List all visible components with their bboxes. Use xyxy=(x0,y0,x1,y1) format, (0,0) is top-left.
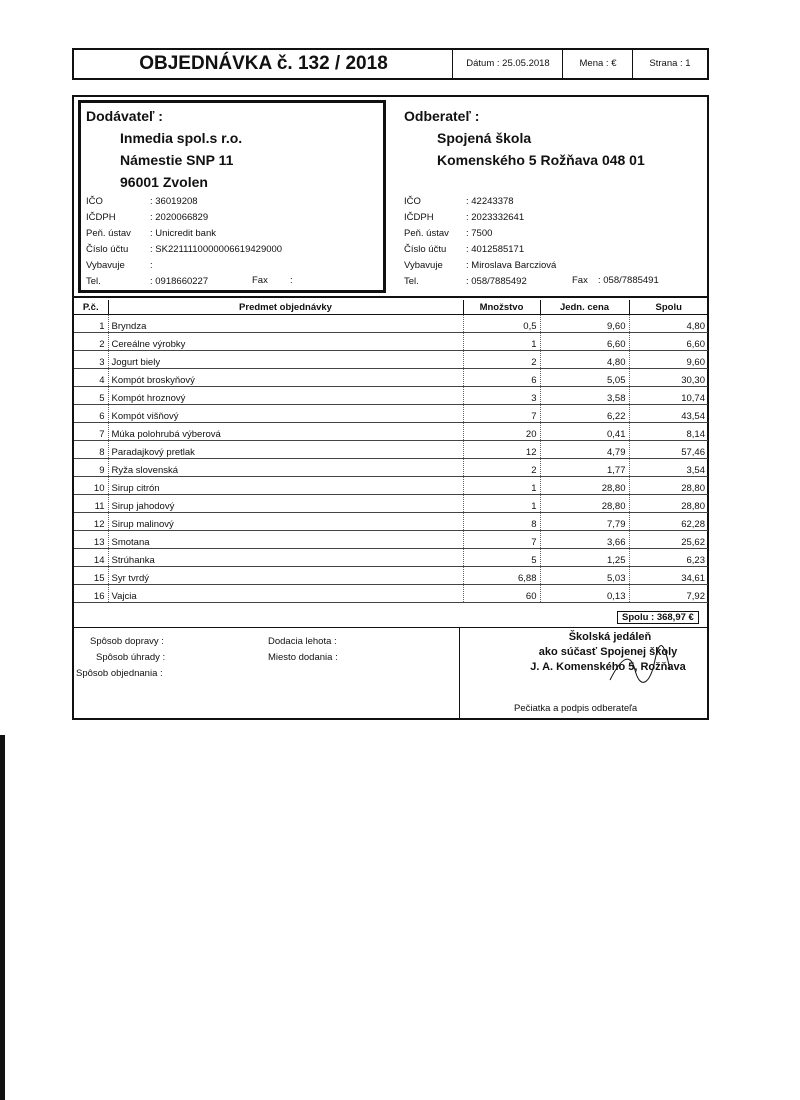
item-number: 6 xyxy=(74,405,108,423)
item-name: Cereálne výrobky xyxy=(108,333,463,351)
buyer-fax-label: Fax xyxy=(572,275,588,286)
item-number: 15 xyxy=(74,567,108,585)
buyer-field-label: Tel. xyxy=(404,276,419,287)
item-name: Sirup citrón xyxy=(108,477,463,495)
item-quantity: 7 xyxy=(463,531,540,549)
item-total: 28,80 xyxy=(629,477,708,495)
item-quantity: 1 xyxy=(463,495,540,513)
item-number: 16 xyxy=(74,585,108,603)
supplier-name: Inmedia spol.s r.o. xyxy=(120,130,243,146)
item-unit-price: 5,05 xyxy=(540,369,629,387)
buyer-field-label: Vybavuje xyxy=(404,260,443,271)
signature-scribble xyxy=(600,640,680,695)
buyer-field-value: : 058/7885492 xyxy=(466,276,527,287)
item-quantity: 8 xyxy=(463,513,540,531)
item-total: 10,74 xyxy=(629,387,708,405)
supplier-field-label: Tel. xyxy=(86,276,101,287)
item-total: 6,23 xyxy=(629,549,708,567)
supplier-field-label: IČDPH xyxy=(86,212,116,223)
item-total: 62,28 xyxy=(629,513,708,531)
delivery-place-label: Miesto dodania : xyxy=(268,652,338,663)
supplier-field-value: : 36019208 xyxy=(150,196,198,207)
buyer-field-value: : Miroslava Barcziová xyxy=(466,260,557,271)
item-unit-price: 7,79 xyxy=(540,513,629,531)
table-row xyxy=(74,531,708,549)
item-total: 25,62 xyxy=(629,531,708,549)
buyer-field-value: : 7500 xyxy=(466,228,493,239)
item-name: Bryndza xyxy=(108,315,463,333)
item-name: Strúhanka xyxy=(108,549,463,567)
column-header-number: P.č. xyxy=(74,300,108,315)
table-row xyxy=(74,315,708,333)
stamp-line-2: ako súčasť Spojenej školy xyxy=(538,646,678,658)
item-number: 13 xyxy=(74,531,108,549)
item-quantity: 2 xyxy=(463,351,540,369)
item-number: 1 xyxy=(74,315,108,333)
supplier-field-value: : xyxy=(150,260,153,271)
item-quantity: 1 xyxy=(463,333,540,351)
stamp-line-1: Školská jedáleň xyxy=(568,631,652,643)
item-number: 10 xyxy=(74,477,108,495)
supplier-heading: Dodávateľ : xyxy=(86,108,163,124)
transport-label: Spôsob dopravy : xyxy=(90,636,164,647)
item-number: 11 xyxy=(74,495,108,513)
buyer-fax-value: : 058/7885491 xyxy=(598,275,659,286)
item-total: 8,14 xyxy=(629,423,708,441)
supplier-fax-label: Fax xyxy=(252,275,268,286)
item-number: 7 xyxy=(74,423,108,441)
table-row xyxy=(74,333,708,351)
item-total: 28,80 xyxy=(629,495,708,513)
item-total: 6,60 xyxy=(629,333,708,351)
item-unit-price: 9,60 xyxy=(540,315,629,333)
item-quantity: 60 xyxy=(463,585,540,603)
buyer-field-label: Peň. ústav xyxy=(404,228,449,239)
table-row xyxy=(74,495,708,513)
item-quantity: 6,88 xyxy=(463,567,540,585)
item-number: 4 xyxy=(74,369,108,387)
buyer-field-value: : 2023332641 xyxy=(466,212,525,223)
item-unit-price: 0,13 xyxy=(540,585,629,603)
buyer-field-label: IČO xyxy=(404,196,421,207)
supplier-field-value: : 2020066829 xyxy=(150,212,209,223)
item-unit-price: 28,80 xyxy=(540,477,629,495)
item-unit-price: 4,79 xyxy=(540,441,629,459)
scan-edge xyxy=(0,735,5,1100)
item-unit-price: 3,66 xyxy=(540,531,629,549)
table-row xyxy=(74,351,708,369)
buyer-field-value: : 42243378 xyxy=(466,196,514,207)
buyer-name: Spojená škola xyxy=(437,130,532,146)
table-row xyxy=(74,387,708,405)
item-unit-price: 6,60 xyxy=(540,333,629,351)
item-name: Jogurt biely xyxy=(108,351,463,369)
supplier-fax-value: : xyxy=(290,275,293,286)
footer-divider xyxy=(72,627,709,628)
supplier-field-label: Číslo účtu xyxy=(86,244,129,255)
item-name: Kompót hroznový xyxy=(108,387,463,405)
supplier-city: 96001 Zvolen xyxy=(120,174,208,190)
order-total: Spolu : 368,97 € xyxy=(617,611,699,624)
item-quantity: 1 xyxy=(463,477,540,495)
table-header-row xyxy=(74,300,708,315)
item-total: 7,92 xyxy=(629,585,708,603)
item-quantity: 20 xyxy=(463,423,540,441)
item-number: 12 xyxy=(74,513,108,531)
signature-caption: Pečiatka a podpis odberateľa xyxy=(514,703,638,714)
column-header-quantity: Množstvo xyxy=(463,300,540,315)
item-total: 43,54 xyxy=(629,405,708,423)
item-name: Syr tvrdý xyxy=(108,567,463,585)
item-name: Sirup jahodový xyxy=(108,495,463,513)
item-total: 30,30 xyxy=(629,369,708,387)
table-row xyxy=(74,369,708,387)
table-row xyxy=(74,423,708,441)
item-name: Smotana xyxy=(108,531,463,549)
payment-label: Spôsob úhrady : xyxy=(96,652,166,663)
item-total: 3,54 xyxy=(629,459,708,477)
supplier-field-label: Vybavuje xyxy=(86,260,125,271)
column-header-unit-price: Jedn. cena xyxy=(540,300,629,315)
item-unit-price: 5,03 xyxy=(540,567,629,585)
item-unit-price: 4,80 xyxy=(540,351,629,369)
item-name: Kompót višňový xyxy=(108,405,463,423)
table-row xyxy=(74,459,708,477)
item-name: Ryža slovenská xyxy=(108,459,463,477)
item-total: 9,60 xyxy=(629,351,708,369)
item-quantity: 7 xyxy=(463,405,540,423)
order-page: Strana : 1 xyxy=(632,50,707,78)
buyer-field-label: Číslo účtu xyxy=(404,244,447,255)
item-quantity: 12 xyxy=(463,441,540,459)
item-number: 2 xyxy=(74,333,108,351)
item-unit-price: 1,25 xyxy=(540,549,629,567)
item-quantity: 0,5 xyxy=(463,315,540,333)
delivery-term-label: Dodacia lehota : xyxy=(268,636,337,647)
item-unit-price: 6,22 xyxy=(540,405,629,423)
item-unit-price: 0,41 xyxy=(540,423,629,441)
supplier-field-label: Peň. ústav xyxy=(86,228,131,239)
item-total: 34,61 xyxy=(629,567,708,585)
buyer-field-label: IČDPH xyxy=(404,212,434,223)
item-number: 5 xyxy=(74,387,108,405)
table-row xyxy=(74,405,708,423)
supplier-field-value: : Unicredit bank xyxy=(150,228,217,239)
table-row xyxy=(74,567,708,585)
item-number: 14 xyxy=(74,549,108,567)
column-header-item: Predmet objednávky xyxy=(108,300,463,315)
item-number: 3 xyxy=(74,351,108,369)
item-unit-price: 1,77 xyxy=(540,459,629,477)
item-quantity: 2 xyxy=(463,459,540,477)
supplier-street: Námestie SNP 11 xyxy=(120,152,234,168)
item-total: 57,46 xyxy=(629,441,708,459)
item-name: Kompót broskyňový xyxy=(108,369,463,387)
item-name: Sirup malinový xyxy=(108,513,463,531)
table-row xyxy=(74,441,708,459)
item-quantity: 6 xyxy=(463,369,540,387)
items-table xyxy=(74,300,708,603)
supplier-field-value: : 0918660227 xyxy=(150,276,209,287)
buyer-heading: Odberateľ : xyxy=(404,108,480,124)
buyer-address: Komenského 5 Rožňava 048 01 xyxy=(437,152,645,168)
column-header-total: Spolu xyxy=(629,300,708,315)
item-quantity: 3 xyxy=(463,387,540,405)
table-row xyxy=(74,585,708,603)
order-date: Dátum : 25.05.2018 xyxy=(452,50,563,78)
table-row xyxy=(74,513,708,531)
item-unit-price: 28,80 xyxy=(540,495,629,513)
item-number: 9 xyxy=(74,459,108,477)
table-row xyxy=(74,477,708,495)
item-quantity: 5 xyxy=(463,549,540,567)
item-name: Múka polohrubá výberová xyxy=(108,423,463,441)
table-row xyxy=(74,549,708,567)
item-name: Vajcia xyxy=(108,585,463,603)
stamp-line-3: J. A. Komenského 5, Rožňava xyxy=(530,661,686,673)
item-number: 8 xyxy=(74,441,108,459)
item-unit-price: 3,58 xyxy=(540,387,629,405)
order-currency: Mena : € xyxy=(562,50,633,78)
supplier-field-label: IČO xyxy=(86,196,103,207)
buyer-field-value: : 4012585171 xyxy=(466,244,525,255)
item-total: 4,80 xyxy=(629,315,708,333)
items-body xyxy=(74,315,708,603)
order-title: OBJEDNÁVKA č. 132 / 2018 xyxy=(139,53,388,74)
footer-column-divider xyxy=(459,627,460,720)
divider xyxy=(72,296,709,298)
item-name: Paradajkový pretlak xyxy=(108,441,463,459)
order-method-label: Spôsob objednania : xyxy=(76,668,163,679)
supplier-field-value: : SK2211110000006619429000 xyxy=(150,244,283,255)
